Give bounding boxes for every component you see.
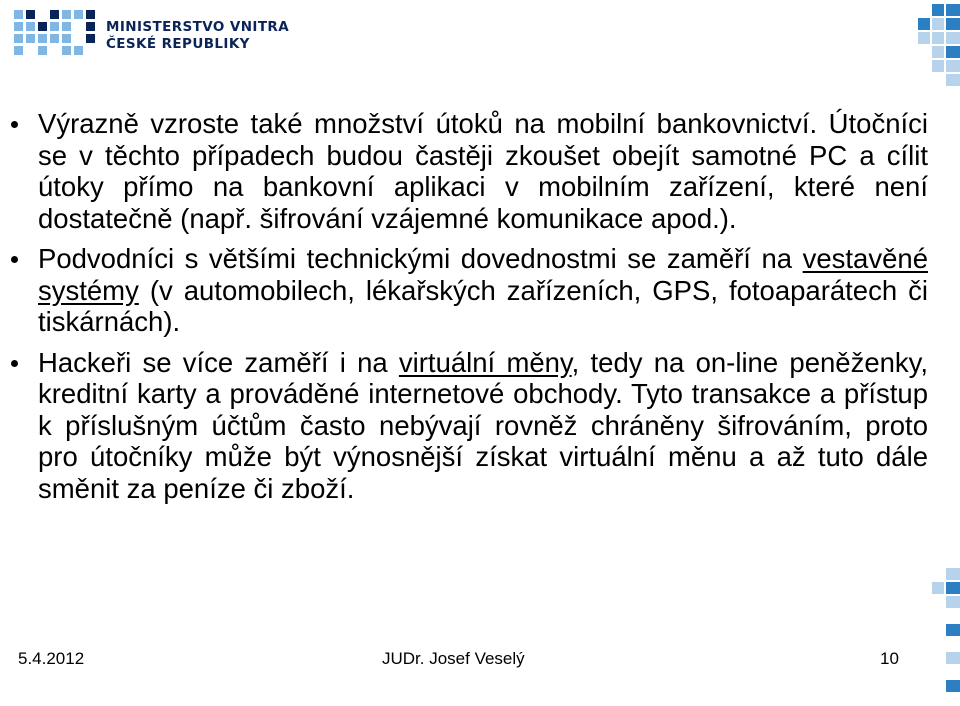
- bullet-item-mobile-banking: [38, 108, 928, 234]
- bullet-item-embedded-systems: [38, 243, 928, 338]
- ministry-logo-icon: [14, 8, 100, 64]
- footer-author: JUDr. Josef Veselý: [382, 649, 525, 668]
- bullet-text: Hackeři se více zaměří i na: [38, 346, 399, 378]
- decorative-squares-bottom: [920, 568, 960, 706]
- bullet-text: Výrazně vzroste také množství útoků na mobilní bankovnictví. Útočníci se v těchto případech budou častěji zkoušet obejít samotné PC a cílit útoky přímo na bankovní aplikaci v mobilním zařízení, které není dostatečně (např. šifrování vzájemné komunikace apod.).: [38, 108, 928, 234]
- bullet-dot-icon: [11, 121, 18, 128]
- underlined-term-embedded-systems: vestavěné systémy: [38, 243, 928, 306]
- footer-date: 5.4.2012: [18, 649, 85, 668]
- bullet-item-virtual-currency: [38, 347, 928, 505]
- bullet-text: (v automobilech, lékařských zařízeních, GPS, fotoaparátech či tiskárnách).: [38, 274, 928, 337]
- logo-line-republic: ČESKÉ REPUBLIKY: [106, 36, 250, 52]
- logo-text: [106, 19, 289, 53]
- bullet-dot-icon: [11, 360, 18, 367]
- bullet-dot-icon: [11, 256, 18, 263]
- bullet-list: [38, 108, 928, 513]
- bullet-text: , tedy na on-line peněženky, kreditní karty a prováděné internetové obchody. Tyto transakce a přístup k příslušným účtům často nebývají rovněž chráněny šifrováním, proto pro útočníky může být výnosnější získat virtuální měnu a až tuto dále směnit za peníze či zboží.: [38, 346, 929, 504]
- ministry-logo: [14, 8, 289, 64]
- logo-line-ministry: MINISTERSTVO VNITRA: [106, 19, 290, 35]
- underlined-term-virtual-currency: virtuální měny: [398, 346, 572, 378]
- page-number: 10: [880, 649, 899, 668]
- decorative-squares-top: [880, 0, 960, 104]
- bullet-text: Podvodníci s většími technickými dovednostmi se zaměří na: [38, 243, 803, 274]
